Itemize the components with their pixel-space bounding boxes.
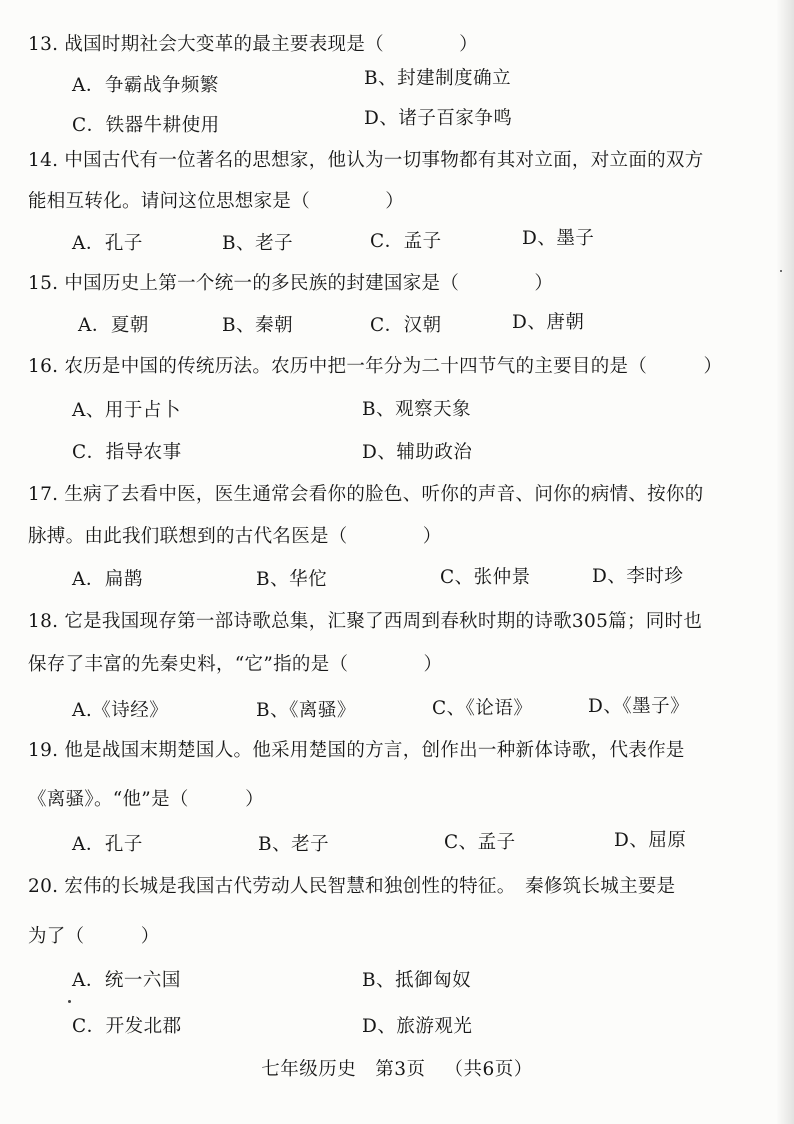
question-20-line-2: 为了（ ） [28,926,160,947]
question-19-number: 19. [28,740,59,761]
question-20-text-1: 宏伟的长城是我国古代劳动人民智慧和独创性的特征。 秦修筑长城主要是 [64,876,676,897]
question-17-option-d: D、李时珍 [592,566,684,587]
question-17-option-b: B、华佗 [256,569,328,590]
question-16-option-c: C．指导农事 [72,442,182,463]
question-13-option-a: A．争霸战争频繁 [72,75,219,96]
question-15-option-c: C．汉朝 [370,315,442,336]
question-20-option-b: B、抵御匈奴 [362,970,472,991]
question-17-option-a: A．扁鹊 [72,569,143,590]
question-14-option-c: C．孟子 [370,231,442,252]
question-16-line-1 [28,355,722,379]
question-13-option-c: C．铁器牛耕使用 [72,115,220,136]
question-14-number: 14. [28,150,59,171]
question-15-line-1 [28,272,553,296]
question-15-text: 中国历史上第一个统一的多民族的封建国家是（ ） [64,273,554,294]
question-13-option-d: D、诸子百家争鸣 [364,108,513,129]
scan-speck [68,1000,71,1003]
question-16-option-a: A、用于占卜 [72,400,181,421]
question-14-option-a: A．孔子 [72,233,143,254]
question-15-option-d: D、唐朝 [512,312,585,333]
question-14-option-b: B、老子 [222,233,294,254]
footer-page-number: 第3页 [375,1059,426,1080]
question-20-option-a: A．统一六国 [72,970,181,991]
question-13-line-1 [28,33,478,57]
question-17-number: 17. [28,484,59,505]
question-16-number: 16. [28,356,59,377]
question-19-option-c: C、孟子 [444,832,516,853]
question-20-option-d: D、旅游观光 [362,1016,473,1037]
question-16-option-b: B、观察天象 [362,399,472,420]
page-footer [0,1058,794,1082]
question-14-option-d: D、墨子 [522,228,595,249]
question-19-option-d: D、屈原 [614,830,687,851]
question-16-option-d: D、辅助政治 [362,442,473,463]
scan-shadow [776,0,794,1124]
question-18-line-1 [28,610,702,634]
question-15-option-b: B、秦朝 [222,315,294,336]
question-18-option-c: C、《论语》 [432,698,533,719]
question-20-option-c: C．开发北郡 [72,1016,182,1037]
question-14-line-2: 能相互转化。请问这位思想家是（ ） [28,191,405,212]
question-14-line-1 [28,149,704,173]
question-13-text: 战国时期社会大变革的最主要表现是（ ） [64,34,478,55]
question-18-number: 18. [28,611,59,632]
question-20-line-1 [28,875,675,899]
question-16-text: 农历是中国的传统历法。农历中把一年分为二十四节气的主要目的是（ ） [64,356,723,377]
question-17-line-1 [28,483,704,507]
footer-subject: 七年级历史 [261,1059,357,1080]
footer-total-pages: （共6页） [444,1059,533,1080]
question-19-text-1: 他是战国末期楚国人。他采用楚国的方言，创作出一种新体诗歌，代表作是 [64,740,685,761]
question-17-text-1: 生病了去看中医，医生通常会看你的脸色、听你的声音、问你的病情、按你的 [64,484,704,505]
question-19-line-2: 《离骚》。“他”是（ ） [28,789,264,810]
question-17-option-c: C、张仲景 [440,567,531,588]
question-14-text-1: 中国古代有一位著名的思想家，他认为一切事物都有其对立面，对立面的双方 [64,150,704,171]
question-19-line-1 [28,739,685,763]
question-13-option-b: B、封建制度确立 [364,68,512,89]
question-15-option-a: A．夏朝 [78,315,149,336]
question-17-line-2: 脉搏。由此我们联想到的古代名医是（ ） [28,526,442,547]
question-18-option-d: D、《墨子》 [588,696,690,717]
question-20-number: 20. [28,876,59,897]
question-13-number: 13. [28,34,59,55]
question-19-option-a: A．孔子 [72,834,143,855]
question-18-text-1: 它是我国现存第一部诗歌总集，汇聚了西周到春秋时期的诗歌305篇；同时也 [64,611,703,632]
question-15-number: 15. [28,273,59,294]
question-18-option-a: A.《诗经》 [72,700,169,721]
question-18-option-b: B、《离骚》 [256,700,356,721]
question-18-line-2: 保存了丰富的先秦史料，“它”指的是（ ） [28,654,443,675]
question-19-option-b: B、老子 [258,834,330,855]
